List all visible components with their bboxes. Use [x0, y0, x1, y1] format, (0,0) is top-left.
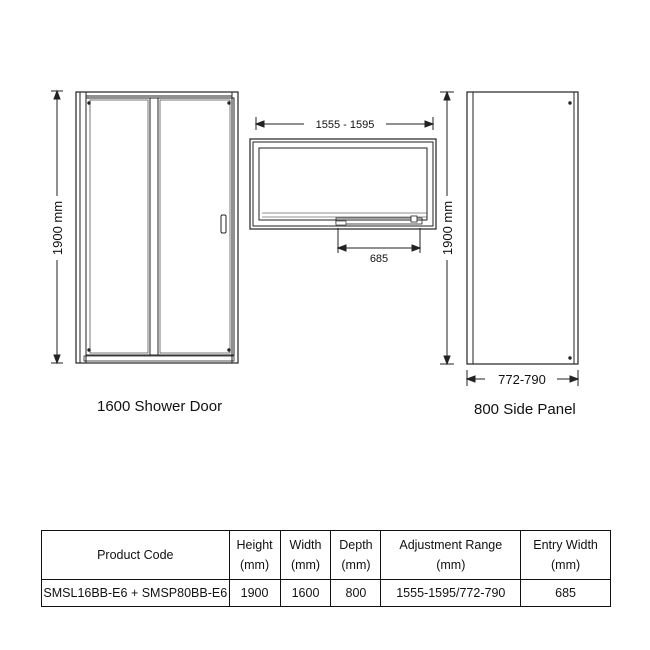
cell-product-code: SMSL16BB-E6 + SMSP80BB-E6	[42, 580, 230, 607]
side-panel-elevation	[467, 92, 578, 364]
header-product-code: Product Code	[42, 531, 230, 580]
plan-entry-dimension-line	[338, 228, 420, 253]
cell-height: 1900	[229, 580, 280, 607]
table-row	[42, 580, 611, 607]
cell-adjustment-range: 1555-1595/772-790	[381, 580, 521, 607]
header-depth: Depth (mm)	[331, 531, 381, 580]
header-width: Width (mm)	[280, 531, 331, 580]
header-entry-width: Entry Width (mm)	[521, 531, 611, 580]
plan-view	[250, 139, 436, 229]
panel-width-label: 772-790	[498, 372, 546, 387]
door-height-label: 1900 mm	[50, 200, 65, 256]
door-elevation	[76, 92, 238, 363]
header-height: Height (mm)	[229, 531, 280, 580]
panel-caption: 800 Side Panel	[474, 401, 576, 418]
cell-entry-width: 685	[521, 580, 611, 607]
specification-table	[41, 530, 611, 607]
plan-entry-label: 685	[369, 253, 389, 265]
cell-width: 1600	[280, 580, 331, 607]
table-header-row	[42, 531, 611, 580]
header-adjustment-range: Adjustment Range (mm)	[381, 531, 521, 580]
door-caption: 1600 Shower Door	[97, 398, 223, 415]
plan-width-label: 1555 - 1595	[315, 119, 375, 131]
panel-height-label: 1900 mm	[440, 200, 455, 256]
cell-depth: 800	[331, 580, 381, 607]
